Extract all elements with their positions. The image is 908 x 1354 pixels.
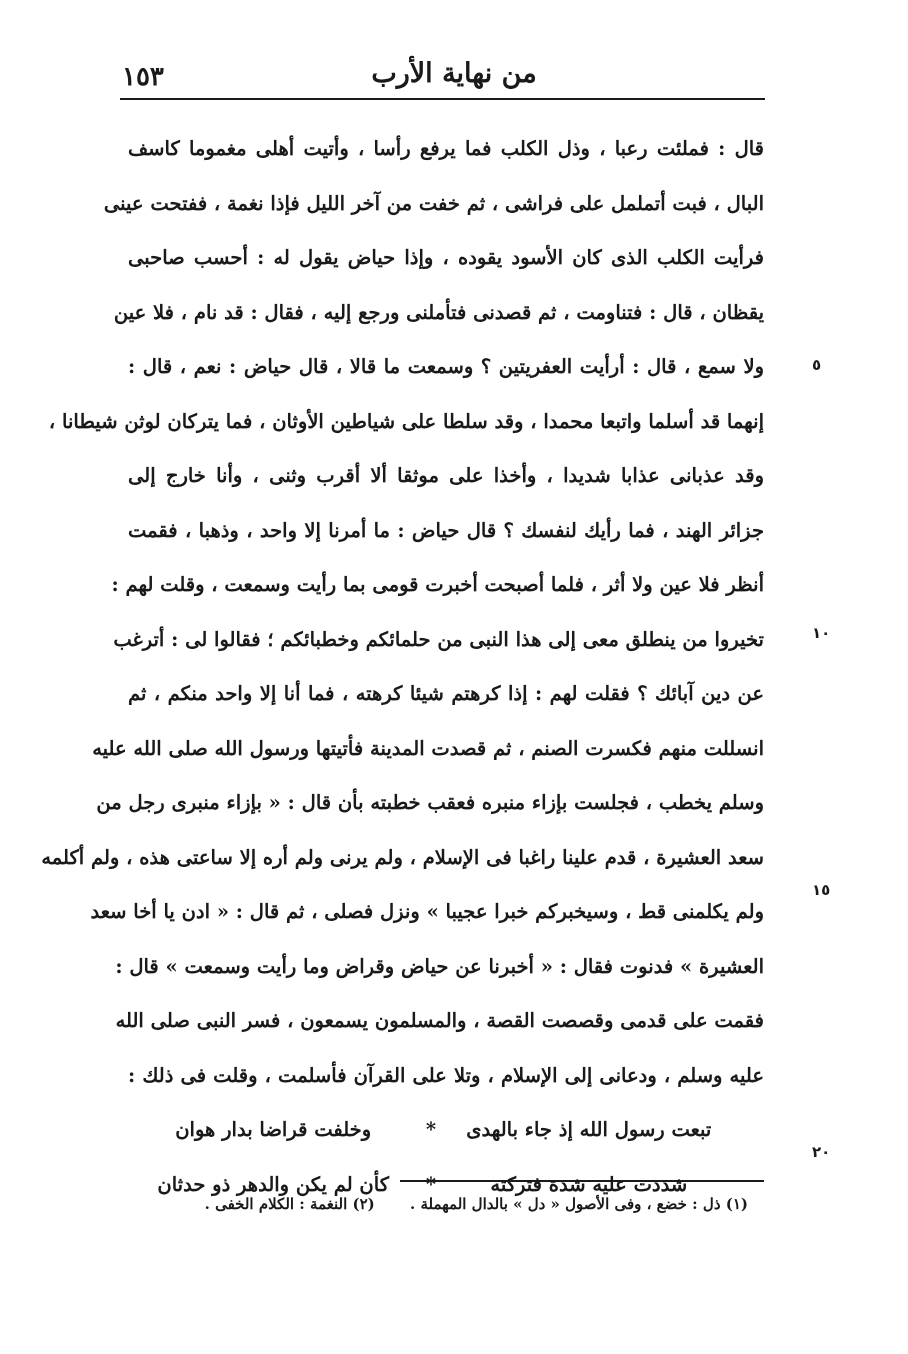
text-line: البال ، فبت أتململ على فراشى ، ثم خفت من آخر الليل فإذا نغمة ، ففتحت عينى bbox=[103, 191, 764, 215]
text-line: عليه وسلم ، ودعانى إلى الإسلام ، وتلا على القرآن فأسلمت ، وقلت فى ذلك : bbox=[128, 1063, 764, 1087]
text-line: فقمت على قدمى وقصصت القصة ، والمسلمون يسمعون ، فسر النبى صلى الله bbox=[115, 1009, 764, 1032]
verse-hemistich-first: شددت عليه شدة فتركته bbox=[490, 1172, 688, 1196]
text-line: قال : فملئت رعبا ، وذل الكلب فما يرفع رأسا ، وأتيت أهلى مغموما كاسف bbox=[128, 137, 764, 160]
text-line: وسلم يخطب ، فجلست بإزاء منبره فعقب خطبته بأن قال : « بإزاء منبرى رجل من bbox=[96, 791, 764, 814]
header-rule bbox=[120, 98, 765, 100]
verse-separator: * bbox=[425, 1172, 437, 1196]
footnote-2: (٢) النغمة : الكلام الخفى . bbox=[204, 1195, 375, 1213]
line-number-20: ٢٠ bbox=[812, 1143, 831, 1161]
footnote-1: (١) ذل : خضع ، وفى الأصول « دل » بالدال المهملة . bbox=[410, 1195, 748, 1213]
text-line: العشيرة » فدنوت فقال : « أخبرنا عن حياض وقراض وما رأيت وسمعت » قال : bbox=[115, 954, 764, 978]
text-line: انسللت منهم فكسرت الصنم ، ثم قصدت المدينة فأتيتها ورسول الله صلى الله عليه bbox=[92, 736, 764, 760]
line-number-5: ٥ bbox=[812, 356, 822, 374]
footnote-rule bbox=[400, 1180, 764, 1182]
page-title: من نهاية الأرب bbox=[371, 58, 537, 89]
text-line: وقد عذبانى عذابا شديدا ، وأخذا على موثقا ألا أقرب وثنى ، وأنا خارج إلى bbox=[128, 464, 764, 487]
verse-hemistich-first: تبعت رسول الله إذ جاء بالهدى bbox=[466, 1118, 712, 1141]
text-line: ولم يكلمنى قط ، وسيخبركم خبرا عجيبا » ونزل فصلى ، ثم قال : « ادن يا أخا سعد bbox=[90, 900, 764, 923]
line-number-15: ١٥ bbox=[812, 881, 831, 899]
text-line: عن دين آبائك ؟ فقلت لهم : إذا كرهتم شيئا كرهته ، فما أنا إلا واحد منكم ، ثم bbox=[128, 682, 764, 705]
line-number-10: ١٠ bbox=[812, 624, 831, 642]
text-line: يقظان ، قال : فتناومت ، ثم قصدنى فتأملنى ورجع إليه ، فقال : قد نام ، فلا عين bbox=[113, 300, 764, 324]
body-text bbox=[41, 122, 764, 1212]
text-line: سعد العشيرة ، قدم علينا راغبا فى الإسلام ، ولم يرنى ولم أره إلا ساعتى هذه ، ولم أكلمه bbox=[41, 845, 764, 869]
page-number: ١٥٣ bbox=[122, 62, 164, 92]
text-line: أنظر فلا عين ولا أثر ، فلما أصبحت أخبرت قومى بما رأيت وسمعت ، وقلت لهم : bbox=[111, 573, 764, 596]
text-line: تخيروا من ينطلق معى إلى هذا النبى من حلمائكم وخطبائكم ؛ فقالوا لى : أترغب bbox=[113, 627, 764, 651]
verse-hemistich-second: وخلفت قراضا بدار هوان bbox=[175, 1118, 372, 1141]
text-line: جزائر الهند ، فما رأيك لنفسك ؟ قال حياض : ما أمرنا إلا واحد ، وذهبا ، فقمت bbox=[128, 518, 764, 542]
text-line: إنهما قد أسلما واتبعا محمدا ، وقد سلطا على شياطين الأوثان ، فما يتركان لوثن شيطانا ، bbox=[48, 409, 764, 433]
text-line: فرأيت الكلب الذى كان الأسود يقوده ، وإذا حياض يقول له : أحسب صاحبى bbox=[128, 246, 764, 269]
verse-separator: * bbox=[425, 1118, 437, 1141]
text-line: ولا سمع ، قال : أرأيت العفريتين ؟ وسمعت ما قالا ، قال حياض : نعم ، قال : bbox=[128, 355, 764, 378]
verse-line bbox=[128, 1103, 764, 1158]
verse-hemistich-second: كأن لم يكن والدهر ذو حدثان bbox=[157, 1172, 389, 1196]
footnotes bbox=[128, 1195, 748, 1213]
